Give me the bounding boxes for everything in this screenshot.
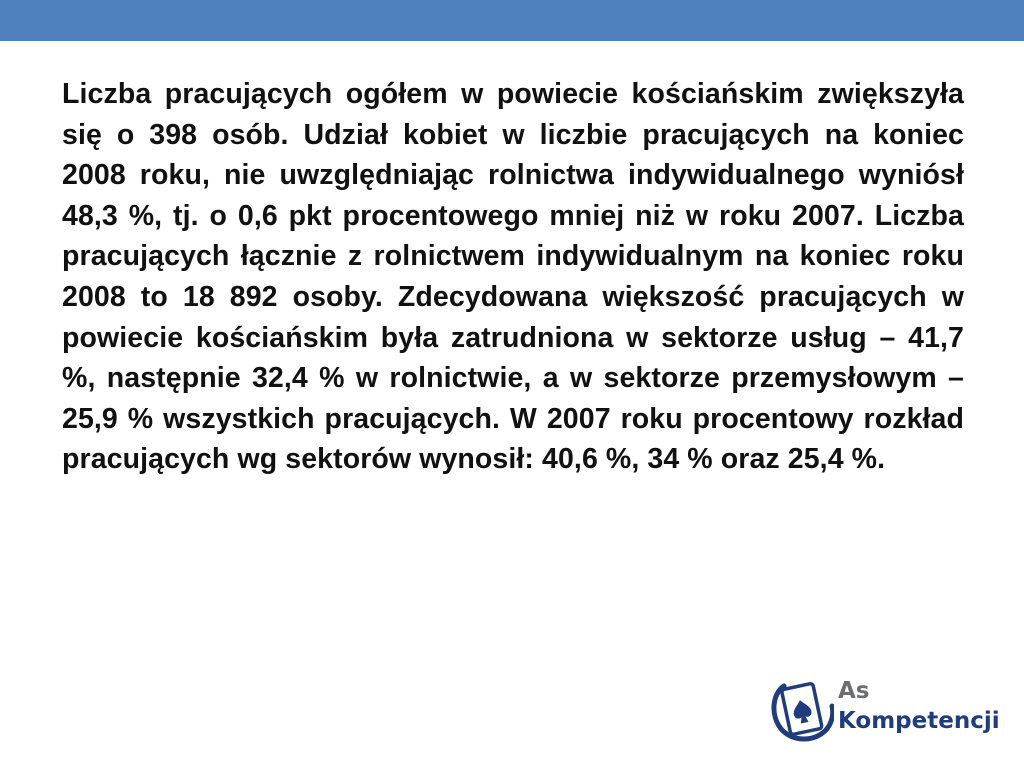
as-kompetencji-logo [768, 672, 998, 744]
spade-card-circle-icon [768, 672, 834, 744]
logo-wordmark [838, 676, 1000, 736]
slide-top-bar [0, 0, 1024, 41]
logo-word-as: As [838, 678, 870, 704]
logo-word-kompetencji: Kompetencji [838, 708, 1000, 734]
slide-body-text: Liczba pracujących ogółem w powiecie kościańskim zwiększyła się o 398 osób. Udział kobiet w liczbie pracujących na koniec 2008 roku, nie uwzględniając rolnictwa indywidualnego wyniósł 48,3 %, tj. o 0,6 pkt procentowego mniej niż w roku 2007. Liczba pracujących łącznie z rolnictwem indywidualnym na koniec roku 2008 to 18 892 osoby. Zdecydowana większość pracujących w powiecie kościańskim była zatrudniona w sektorze usług – 41,7 %, następnie 32,4 % w rolnictwie, a w sektorze przemysłowym – 25,9 % wszystkich pracujących. W 2007 roku procentowy rozkład pracujących wg sektorów wynosił: 40,6 %, 34 % oraz 25,4 %. [62, 78, 964, 476]
